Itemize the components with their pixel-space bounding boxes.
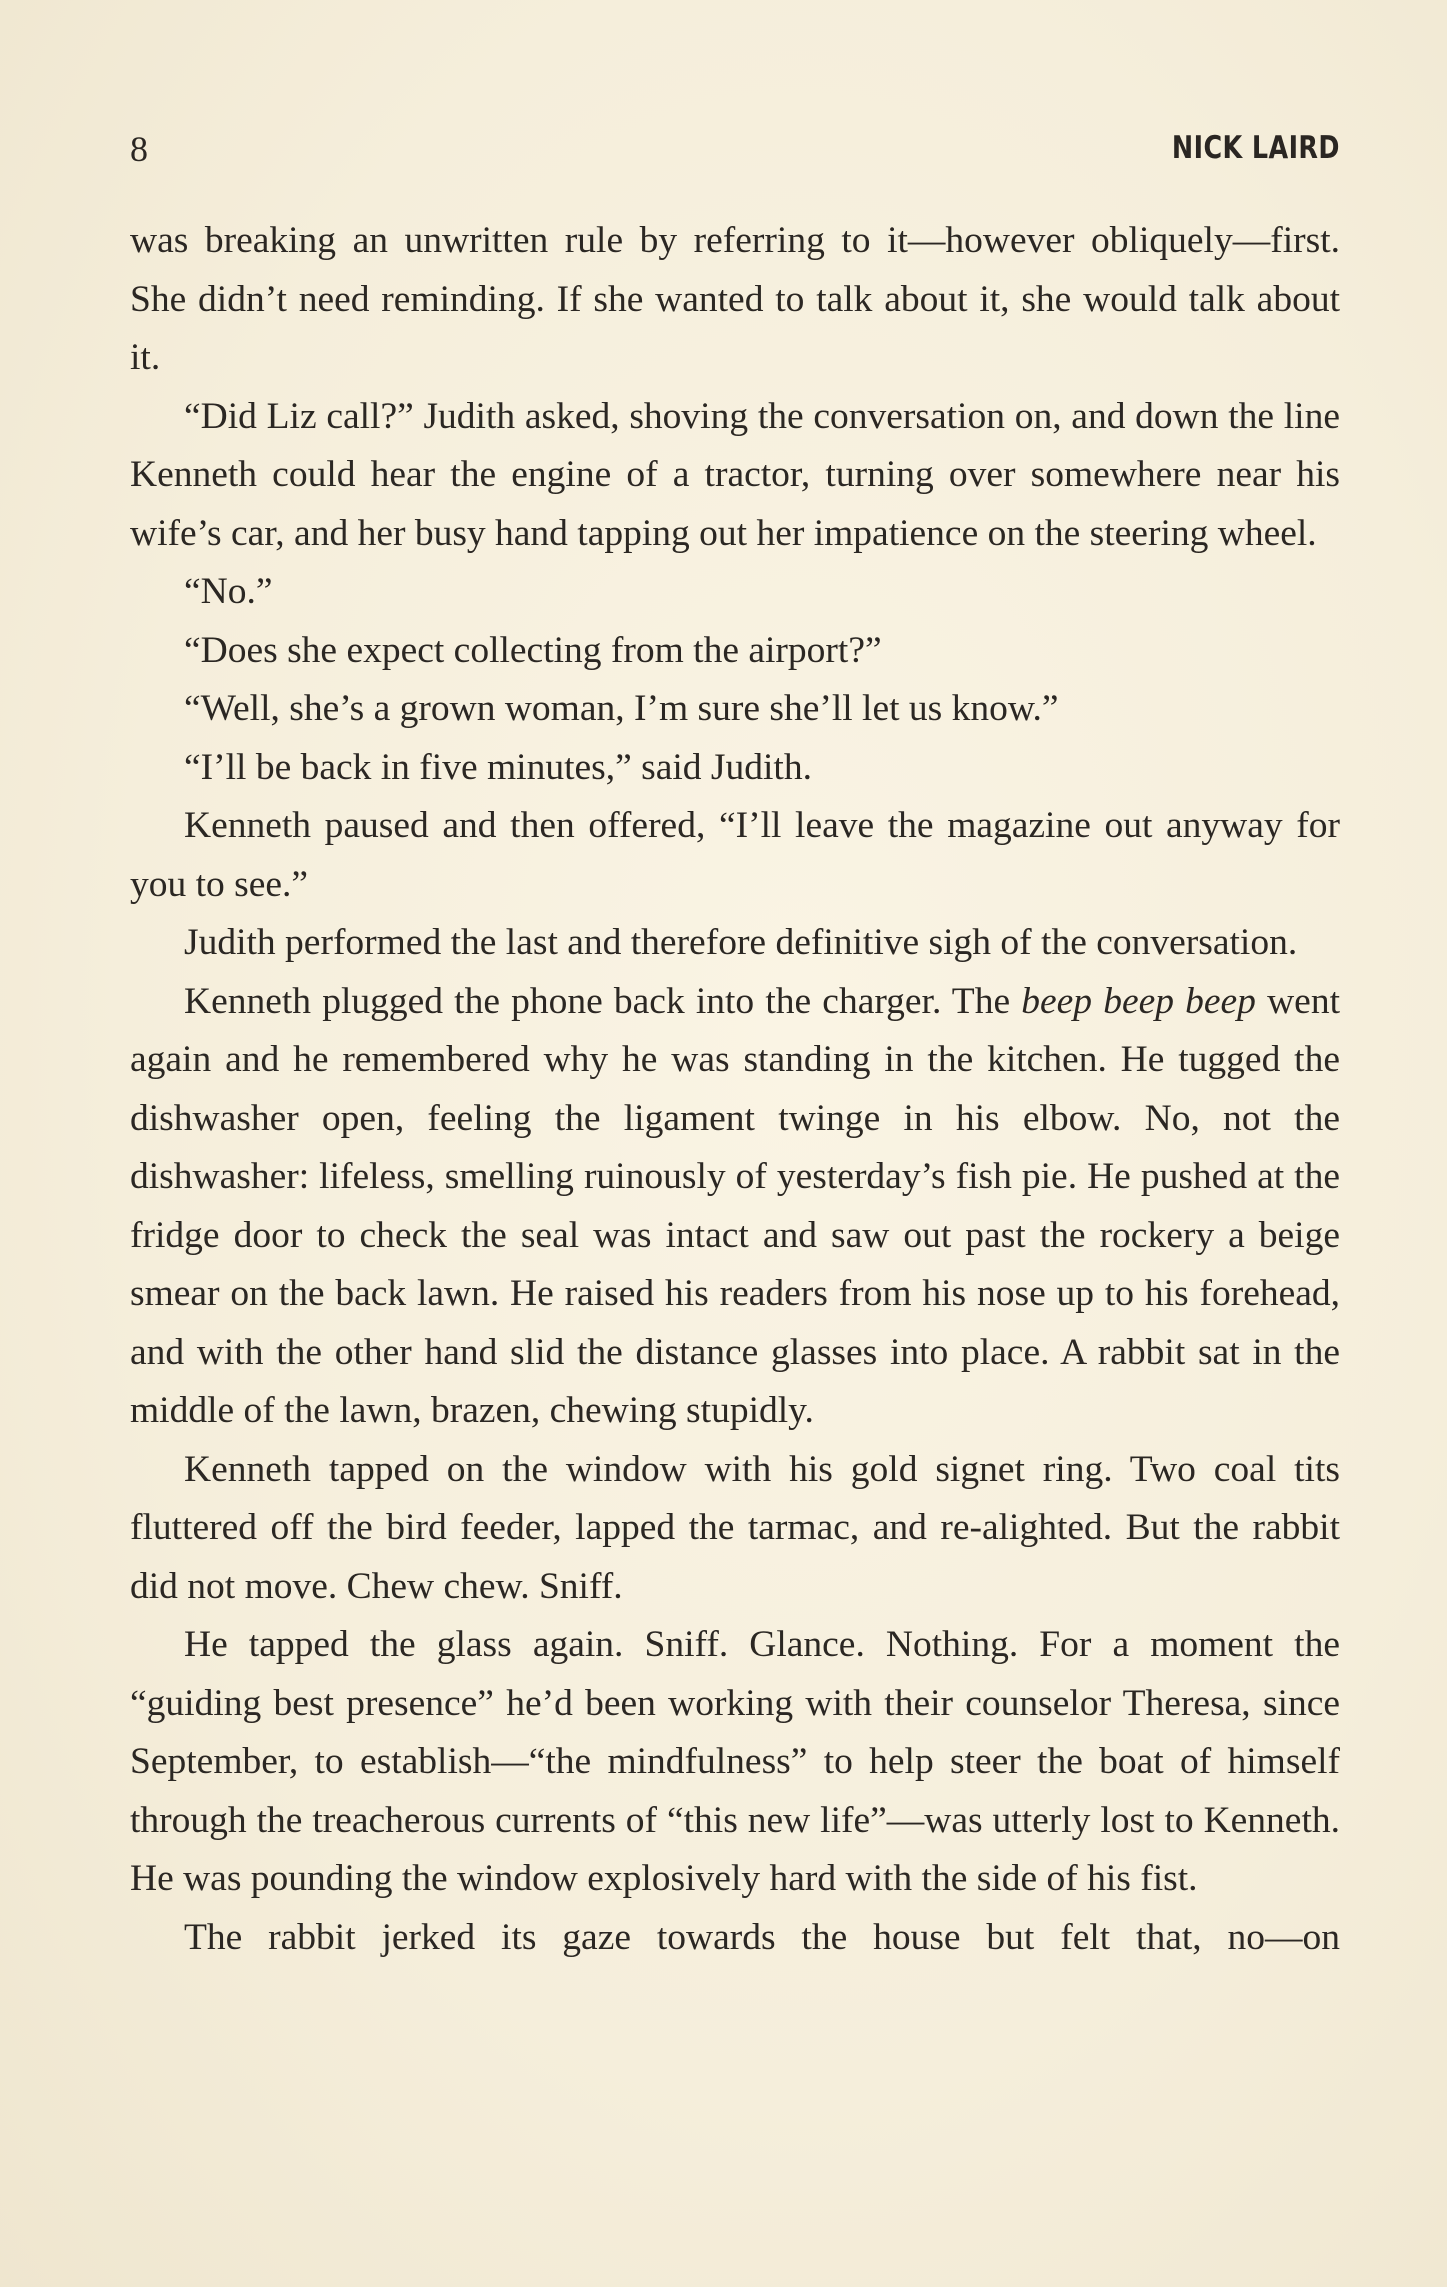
page-number: 8 — [130, 129, 148, 169]
paragraph: The rabbit jerked its gaze towards the house but felt that, no—on — [184, 1916, 1340, 1958]
paragraph: “Did Liz call?” Judith asked, shoving the conversation on, and down the line Kenneth could hear the engine of a tractor, turning over somewhere near his wife’s car, and her busy hand tapping out her impatience on the steering wheel. — [130, 395, 1340, 554]
paragraph: Judith performed the last and therefore definitive sigh of the conversation. — [184, 922, 1298, 963]
page-header — [130, 128, 1340, 188]
running-head-author: NICK LAIRD — [1171, 130, 1340, 166]
paragraph: “I’ll be back in five minutes,” said Judith. — [184, 746, 812, 788]
paragraph: “Does she expect collecting from the airport?” — [184, 629, 882, 671]
paragraph: was breaking an unwritten rule by referring to it—however obliquely—first. She didn’t need reminding. If she wanted to talk about it, she would talk about it. — [130, 220, 1340, 378]
body-text — [130, 212, 1340, 1967]
paragraph-text: Kenneth plugged the phone back into the charger. The — [184, 980, 1022, 1022]
paragraph — [130, 973, 1340, 1441]
paragraph: “No.” — [184, 571, 273, 612]
paragraph: Kenneth paused and then offered, “I’ll leave the magazine out anyway for you to see.” — [130, 805, 1340, 905]
paragraph-text: went again and he remembered why he was standing in the kitchen. He tugged the dishwasher open, feeling the ligament twinge in his elbow. No, not the dishwasher: lifeless, smelling ruinously of yesterday’s fish pie. He pushed at the fridge door to check the seal was intact and saw out past the rockery a beige smear on the back lawn. He raised his readers from his nose up to his forehead, and with the other hand slid the distance glasses into place. A rabbit sat in the middle of the lawn, brazen, chewing stupidly. — [130, 980, 1340, 1431]
paragraph: He tapped the glass again. Sniff. Glance. Nothing. For a moment the “guiding best presence” he’d been working with their counselor Theresa, since September, to establish—“the mindfulness” to help steer the boat of himself through the treacherous currents of “this new life”—was utterly lost to Kenneth. He was pounding the window explosively hard with the side of his fist. — [130, 1624, 1340, 1899]
italic-phrase: beep beep beep — [1021, 980, 1256, 1022]
paragraph: “Well, she’s a grown woman, I’m sure she’ll let us know.” — [184, 688, 1059, 729]
paragraph: Kenneth tapped on the window with his gold signet ring. Two coal tits fluttered off the bird feeder, lapped the tarmac, and re-alighted. But the rabbit did not move. Chew chew. Sniff. — [130, 1448, 1340, 1607]
